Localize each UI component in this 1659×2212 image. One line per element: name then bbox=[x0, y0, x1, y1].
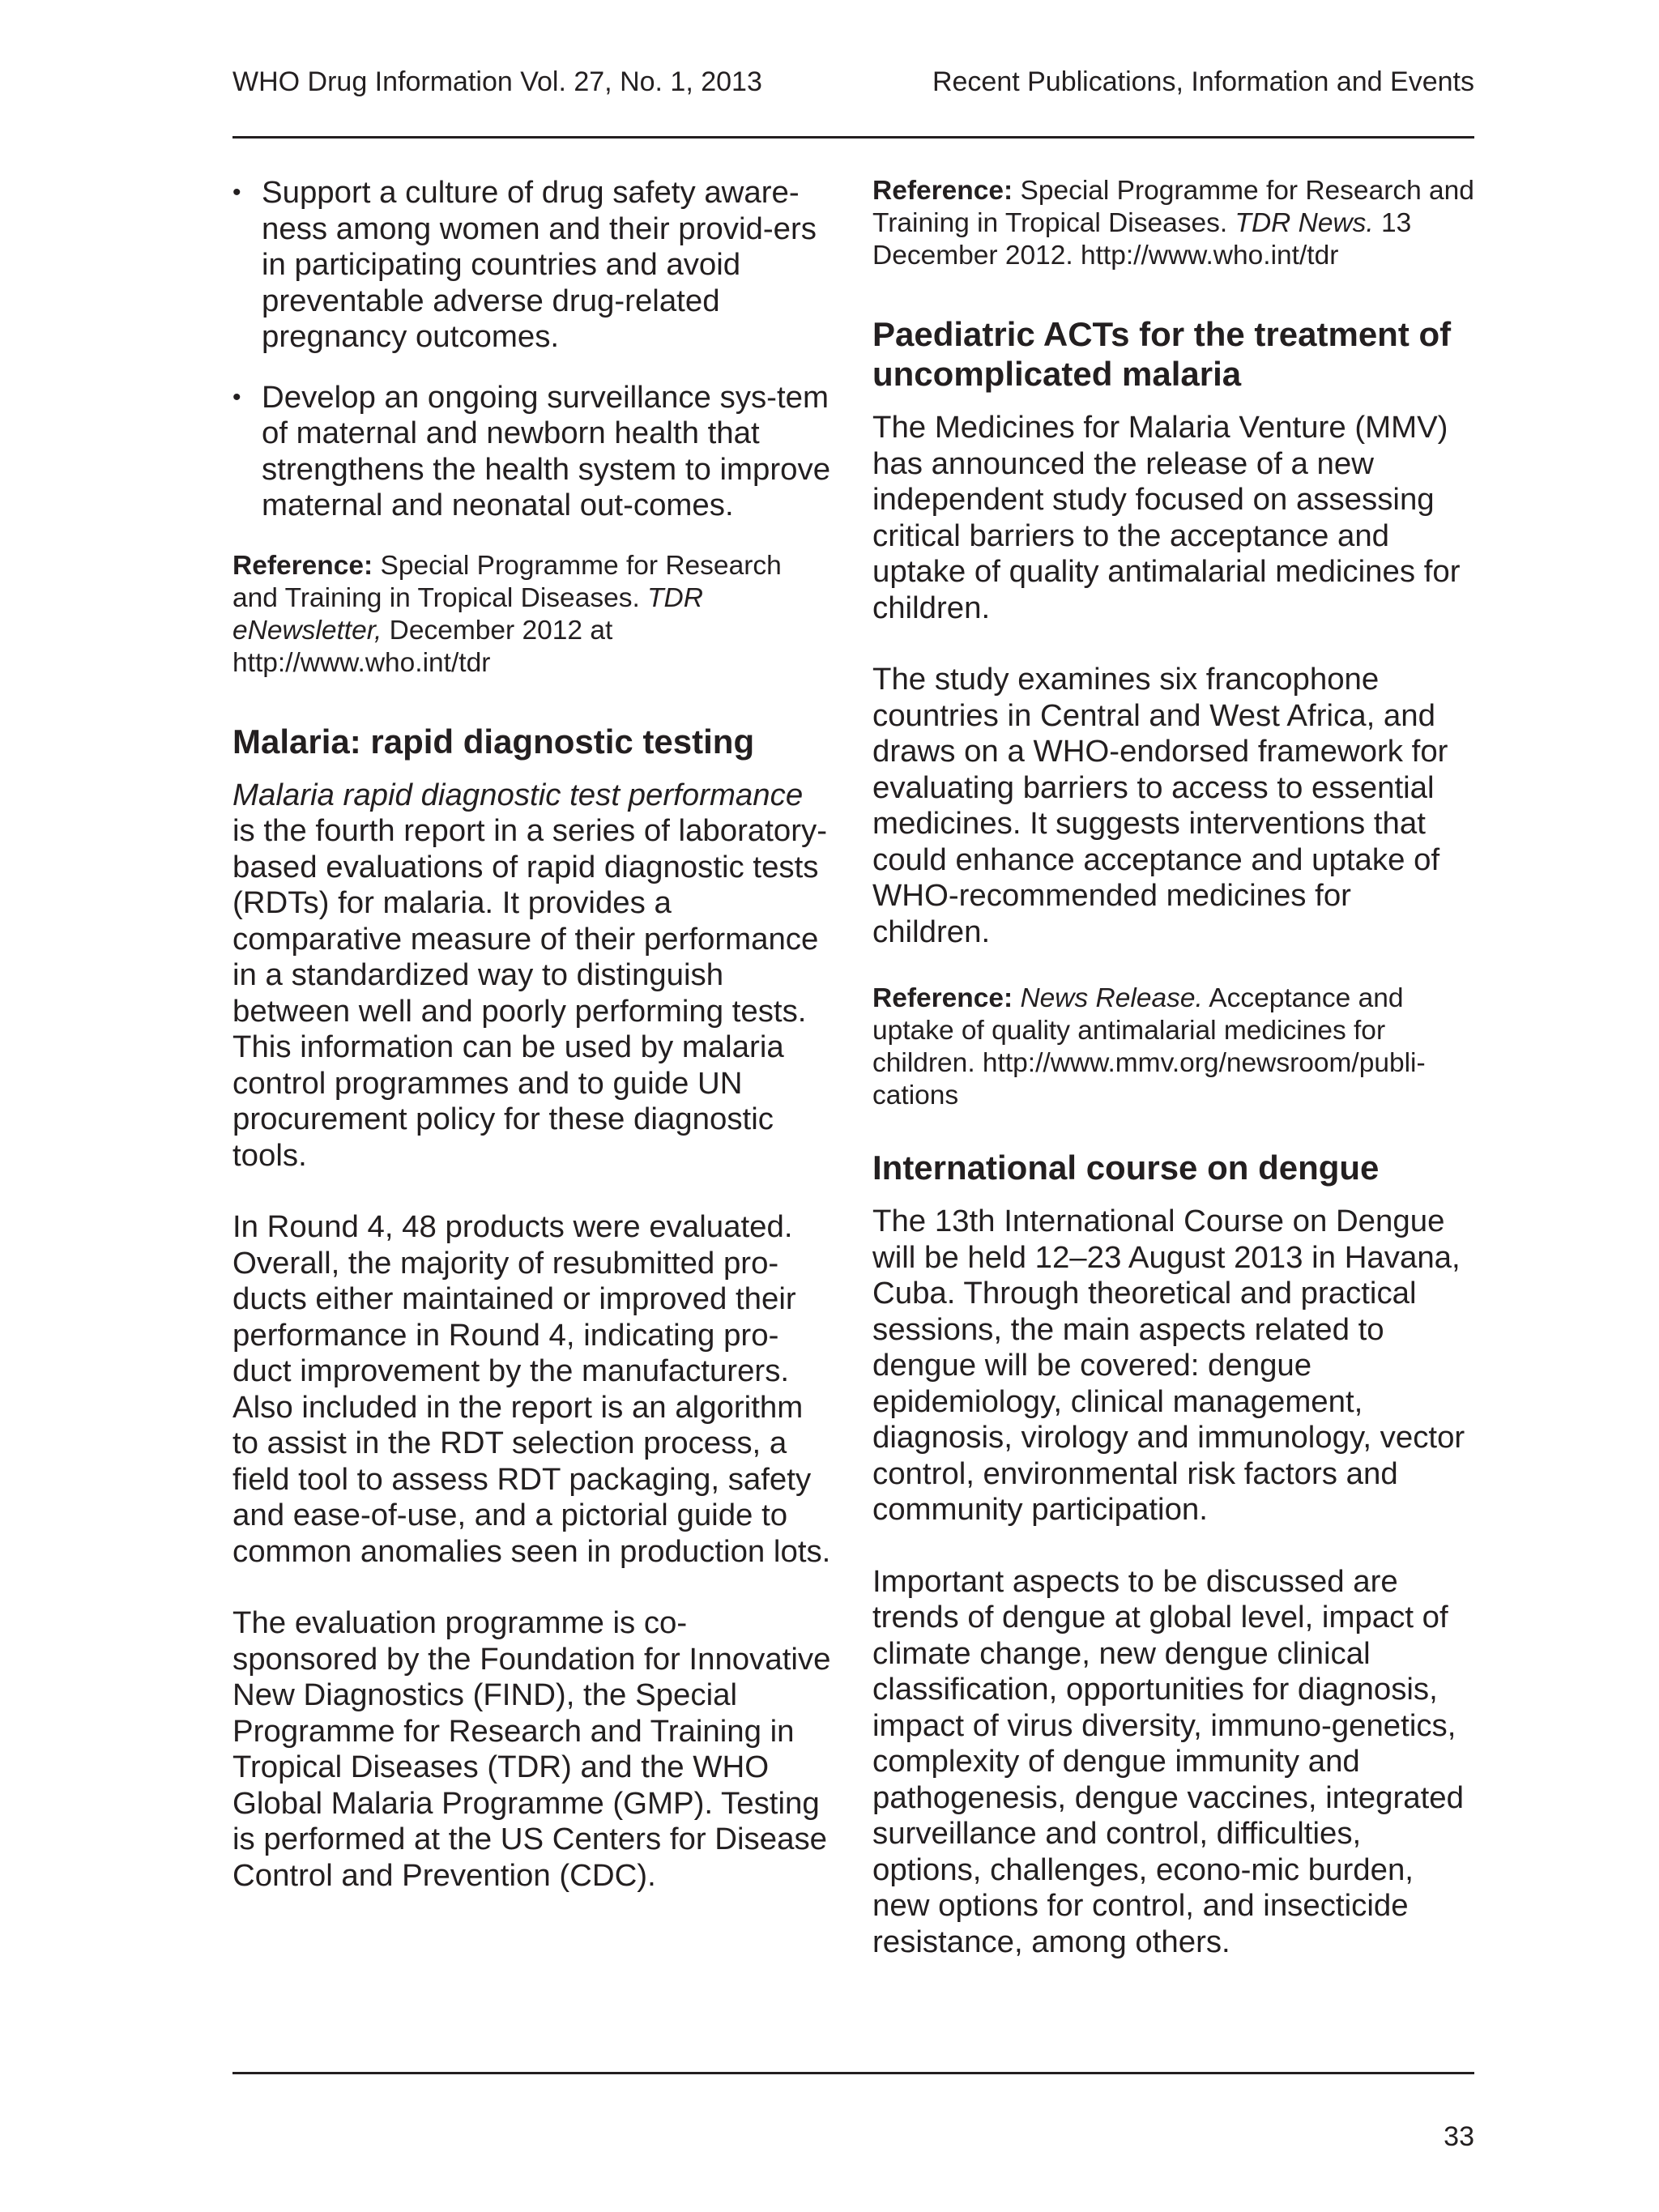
reference-mmv bbox=[872, 982, 1476, 1112]
header-rule bbox=[232, 136, 1474, 139]
bullet-text: Support a culture of drug safety aware-ness among women and their provid-ers in participating countries and avoid preventable adverse drug-related pregnancy outcomes. bbox=[262, 175, 817, 354]
reference-link-text: December 2012 at http://www.who.int/tdr bbox=[232, 615, 613, 678]
left-column bbox=[232, 175, 832, 1894]
reference-link-text: 13 December 2012. http://www.who.int/tdr bbox=[872, 208, 1412, 271]
bullet-text: Develop an ongoing surveillance sys-tem of maternal and newborn health that strengthens the health system to improve maternal and neonatal out-comes. bbox=[262, 379, 831, 522]
reference-text: Special Programme for Research and Training in Tropical Diseases. bbox=[872, 176, 1474, 238]
reference-tdr-enewsletter bbox=[232, 550, 832, 680]
bullet-list bbox=[232, 175, 832, 524]
bullet-icon: • bbox=[232, 383, 241, 411]
bullet-icon: • bbox=[232, 179, 241, 206]
heading-dengue-course: International course on dengue bbox=[872, 1149, 1380, 1187]
reference-text: Special Programme for Research and Training in Tropical Diseases. bbox=[232, 550, 782, 613]
running-header bbox=[232, 62, 1474, 102]
footer-rule bbox=[232, 2072, 1474, 2074]
dengue-paragraph-1: The 13th International Course on Dengue will be held 12–23 August 2013 in Havana, Cuba. Through theoretical and practical sessions, the main aspects related to dengue will be covered: dengue epidemiology, clinical management, diagnosis, virology and immunology, vector control, environmental risk factors and community participation. bbox=[872, 1204, 1465, 1527]
list-item bbox=[232, 380, 832, 524]
malaria-paragraph-2: In Round 4, 48 products were evaluated. Overall, the majority of resubmitted pro-ducts either maintained or improved their performance in Round 4, indicating pro-duct improvement by the manufacturers. Also included in the report is an algorithm to assist in the RDT selection process, a field tool to assess RDT packaging, safety and ease-of-use, and a pictorial guide to common anomalies seen in production lots. bbox=[232, 1209, 831, 1569]
reference-tdr-news bbox=[872, 175, 1476, 272]
reference-label: Reference: bbox=[232, 550, 373, 581]
reference-source: TDR eNewsletter, bbox=[232, 582, 703, 646]
heading-paediatric-acts: Paediatric ACTs for the treatment of uncomplicated malaria bbox=[872, 315, 1452, 393]
report-title: Malaria rapid diagnostic test performance bbox=[232, 777, 804, 812]
reference-source: TDR News. bbox=[1235, 208, 1374, 238]
section-title: Recent Publications, Information and Events bbox=[932, 66, 1474, 97]
right-column bbox=[872, 175, 1476, 1960]
reference-label: Reference: bbox=[872, 176, 1013, 206]
list-item bbox=[232, 175, 832, 356]
paediatric-paragraph-2: The study examines six francophone countries in Central and West Africa, and draws on a WHO-endorsed framework for evaluating barriers to access to essential medicines. It suggests interventions that could enhance acceptance and uptake of WHO-recommended medicines for children. bbox=[872, 662, 1448, 949]
page-number: 33 bbox=[1444, 2121, 1474, 2152]
journal-title: WHO Drug Information Vol. 27, No. 1, 2013 bbox=[232, 66, 762, 97]
dengue-paragraph-2: Important aspects to be discussed are trends of dengue at global level, impact of climate change, new dengue clinical classification, opportunities for diagnosis, impact of virus diversity, immuno-genetics, complexity of dengue immunity and pathogenesis, dengue vaccines, integrated surveillance and control, difficulties, options, challenges, econo-mic burden, new options for control, and insecticide resistance, among others. bbox=[872, 1563, 1464, 1959]
reference-text: Acceptance and uptake of quality antimalarial medicines for children. http://www.mmv.org/newsroom/publi-cations bbox=[872, 983, 1426, 1110]
reference-label: Reference: bbox=[872, 983, 1013, 1013]
heading-malaria-rdt: Malaria: rapid diagnostic testing bbox=[232, 722, 755, 761]
paediatric-paragraph-1: The Medicines for Malaria Venture (MMV) has announced the release of a new independent study focused on assessing critical barriers to the acceptance and uptake of quality antimalarial medicines for children. bbox=[872, 410, 1461, 625]
malaria-paragraph-1-text: is the fourth report in a series of laboratory-based evaluations of rapid diagnostic tests (RDTs) for malaria. It provides a comparative measure of their performance in a standardized way to distinguish between well and poorly performing tests. This information can be used by malaria control programmes and to guide UN procurement policy for these diagnostic tools. bbox=[232, 813, 828, 1173]
malaria-paragraph-3: The evaluation programme is co-sponsored by the Foundation for Innovative New Diagnostics (FIND), the Special Programme for Research and Training in Tropical Diseases (TDR) and the WHO Global Malaria Programme (GMP). Testing is performed at the US Centers for Disease Control and Prevention (CDC). bbox=[232, 1605, 831, 1893]
reference-source: News Release. bbox=[1020, 983, 1203, 1013]
malaria-paragraph-1 bbox=[232, 778, 832, 1174]
